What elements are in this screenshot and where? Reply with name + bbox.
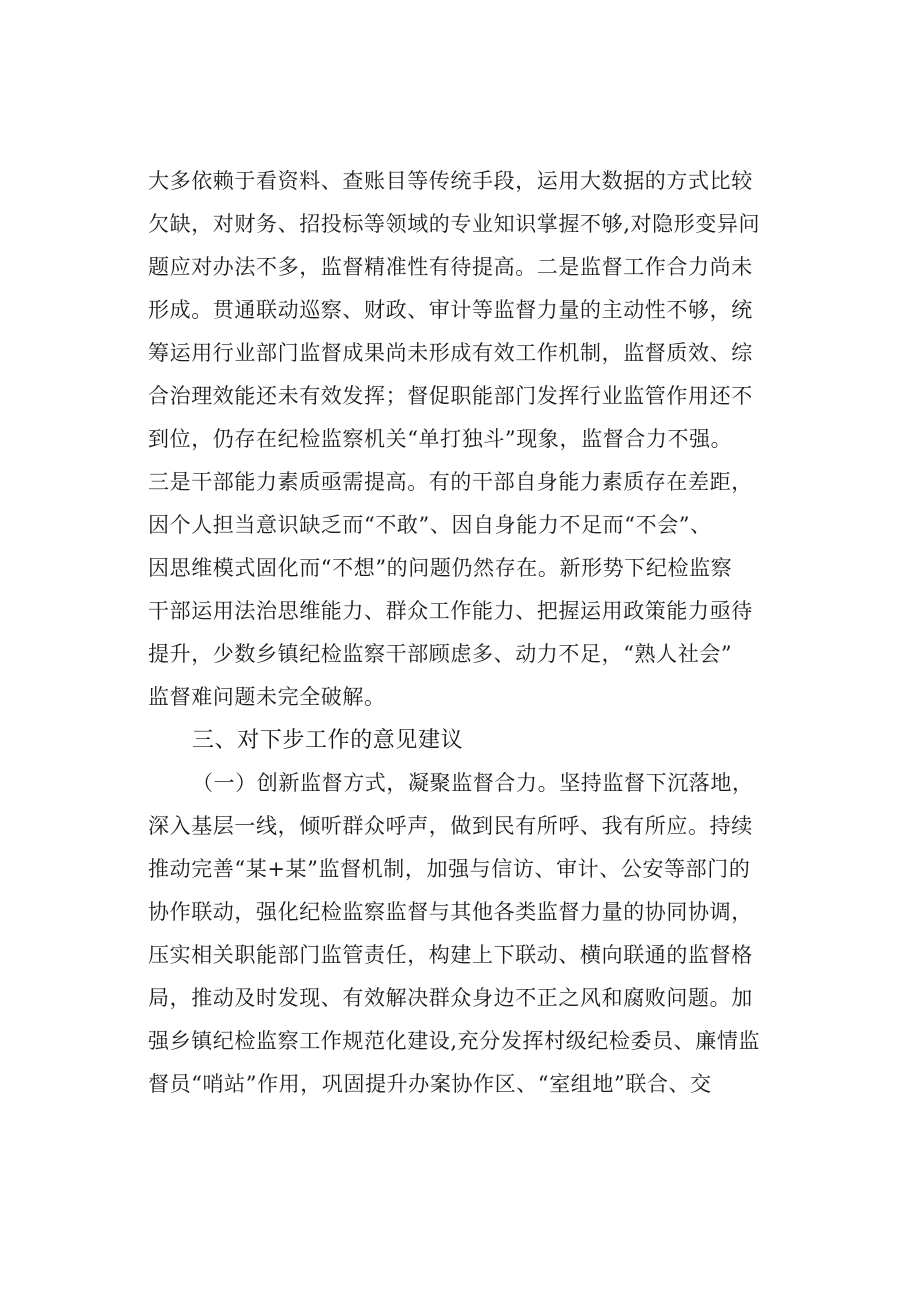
paragraph-1-line-7: 到位，仍存在纪检监察机关“单打独斗”现象，监督合力不强。	[148, 427, 733, 451]
paragraph-1-line-11: 干部运用法治思维能力、群众工作能力、把握运用政策能力亟待	[148, 599, 753, 623]
paragraph-2-line-2: 深入基层一线，倾听群众呼声，做到民有所呼、我有所应。持续	[148, 814, 753, 838]
paragraph-1-line-12: 提升，少数乡镇纪检监察干部顾虑多、动力不足，“熟人社会”	[148, 642, 733, 666]
paragraph-1-line-9: 因个人担当意识缺乏而“不敢”、因自身能力不足而“不会”、	[148, 513, 712, 537]
paragraph-1-line-3: 题应对办法不多，监督精准性有待提高。二是监督工作合力尚未	[148, 255, 753, 279]
paragraph-2-line-7: 强乡镇纪检监察工作规范化建设,充分发挥村级纪检委员、廉情监	[148, 1029, 761, 1053]
paragraph-1-line-4: 形成。贯通联动巡察、财政、审计等监督力量的主动性不够，统	[148, 298, 753, 322]
paragraph-2-line-3: 推动完善“某+某”监督机制，加强与信访、审计、公安等部门的	[148, 857, 751, 881]
document-body	[148, 160, 800, 1106]
paragraph-2-line-1: （一）创新监督方式，凝聚监督合力。坚持监督下沉落地，	[192, 771, 754, 795]
paragraph-2-line-5: 压实相关职能部门监管责任，构建上下联动、横向联通的监督格	[148, 943, 753, 967]
section-heading: 三、对下步工作的意见建议	[192, 728, 464, 753]
paragraph-2-line-4: 协作联动，强化纪检监察监督与其他各类监督力量的协同协调，	[148, 900, 753, 924]
paragraph-1-line-2: 欠缺，对财务、招投标等领域的专业知识掌握不够,对隐形变异问	[148, 212, 761, 236]
paragraph-1-line-5: 筹运用行业部门监督成果尚未形成有效工作机制，监督质效、综	[148, 341, 753, 365]
paragraph-1-line-13: 监督难问题未完全破解。	[148, 685, 386, 709]
paragraph-1-line-8: 三是干部能力素质亟需提高。有的干部自身能力素质存在差距，	[148, 470, 753, 494]
paragraph-1-line-1: 大多依赖于看资料、查账目等传统手段，运用大数据的方式比较	[148, 169, 753, 193]
paragraph-2-line-6: 局，推动及时发现、有效解决群众身边不正之风和腐败问题。加	[148, 986, 753, 1010]
paragraph-1-line-10: 因思维模式固化而“不想”的问题仍然存在。新形势下纪检监察	[148, 556, 733, 580]
paragraph-2-line-8: 督员“哨站”作用，巩固提升办案协作区、“室组地”联合、交	[148, 1072, 712, 1096]
paragraph-1-line-6: 合治理效能还未有效发挥；督促职能部门发挥行业监管作用还不	[148, 384, 753, 408]
